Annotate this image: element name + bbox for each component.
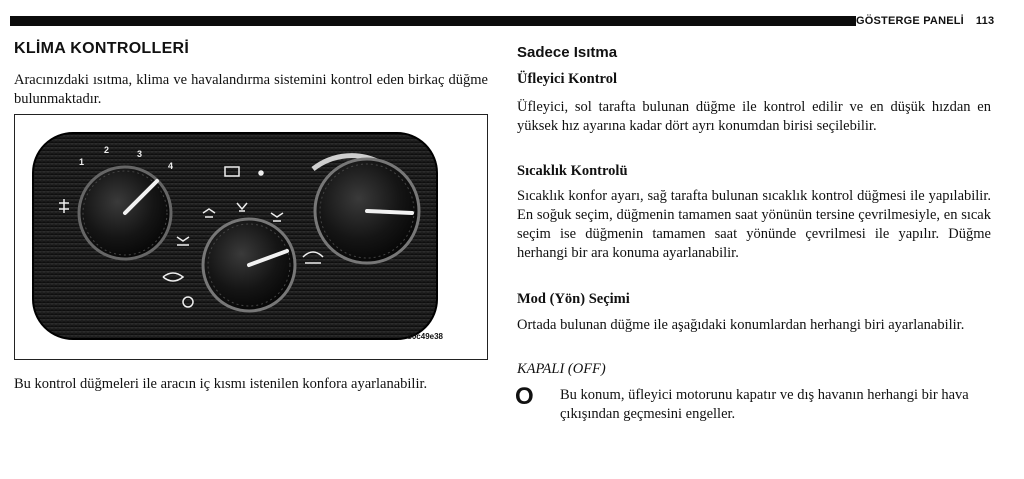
- temperature-control-text: Sıcaklık konfor ayarı, sağ tarafta bulunan sıcaklık kontrol düğmesi ile yapılabilir. En soğuk seçim, düğmenin tamamen saat yönünün tersine çevrilmesiyle, en sıcak seçim ise düğmenin tamamen saat yönünde çevrilmesi ile yapılır. Düğme herhangi bir ara konuma ayarlanabilir.: [517, 188, 991, 261]
- mode-selection-heading: Mod (Yön) Seçimi: [517, 291, 630, 307]
- figure-caption: Bu kontrol düğmeleri ile aracın iç kısmı istenilen konfora ayarlanabilir.: [14, 376, 428, 392]
- figure-code: 80c49e38: [407, 332, 443, 341]
- off-symbol: O: [515, 383, 534, 410]
- intro-paragraph: Aracınızdaki ısıtma, klima ve havalandırma sistemini kontrol eden birkaç düğme bulunmaktadır.: [14, 72, 488, 107]
- right-heading: Sadece Isıtma: [517, 44, 618, 61]
- control-panel-illustration: [15, 115, 488, 360]
- section-title: GÖSTERGE PANELİ: [856, 15, 964, 27]
- temperature-control-heading: Sıcaklık Kontrolü: [517, 163, 628, 179]
- speed-label-1: 1: [79, 157, 85, 167]
- speed-label-2: 2: [104, 145, 110, 155]
- mode-selection-text: Ortada bulunan düğme ile aşağıdaki konumlardan herhangi biri ayarlanabilir.: [517, 317, 965, 333]
- mode-knob: [203, 219, 295, 311]
- left-heading: KLİMA KONTROLLERİ: [14, 40, 190, 57]
- off-description: Bu konum, üfleyici motorunu kapatır ve dış havanın herhangi bir hava çıkışından geçmesini engeller.: [560, 387, 969, 422]
- page-number: 113: [975, 15, 995, 27]
- fan-control-text: Üfleyici, sol tarafta bulunan düğme ile kontrol edilir ve en düşük hızdan en yüksek hız ayarına kadar dört ayrı konumdan birisi seçilebilir.: [517, 99, 991, 134]
- climate-control-figure: [14, 114, 488, 360]
- speed-label-3: 3: [137, 149, 143, 159]
- header-rule: [10, 16, 856, 26]
- speed-label-4: 4: [168, 161, 174, 171]
- running-header: [856, 14, 994, 28]
- off-label: KAPALI (OFF): [517, 361, 606, 377]
- fan-knob: [79, 167, 171, 259]
- ac-indicator-icon: [259, 171, 263, 175]
- fan-control-heading: Üfleyici Kontrol: [517, 71, 618, 87]
